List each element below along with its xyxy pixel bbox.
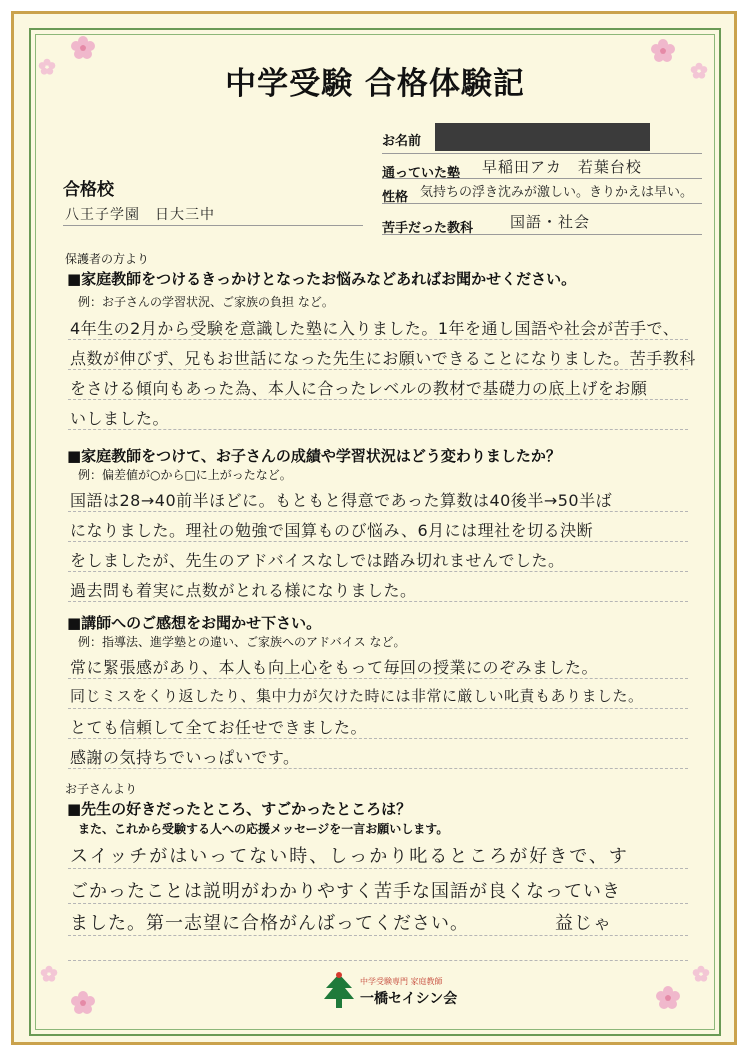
weak-subject-label: 苦手だった教科 [382, 221, 474, 236]
ruled-line [68, 399, 688, 400]
answer-line: いしました。 [70, 409, 170, 428]
child-section-label: お子さんより [65, 782, 138, 796]
logo-tagline: 中学受験専門 家庭教師 [360, 977, 443, 986]
tree-logo-icon [322, 972, 356, 1010]
ruled-line [68, 429, 688, 430]
answer-line: ごかったことは説明がわかりやすく苦手な国語が良くなっていき [70, 881, 621, 902]
school-label: 合格校 [63, 180, 114, 200]
answer-line: 同じミスをくり返したり、集中力が欠けた時には非常に厳しい叱責もありました。 [70, 687, 644, 705]
cherry-blossom-icon [70, 990, 96, 1016]
ruled-line [68, 868, 688, 869]
school-value: 八王子学園 日大三中 [65, 207, 215, 223]
ruled-line [68, 369, 688, 370]
question-example: 例：偏差値が○から□に上がったなど。 [78, 468, 292, 482]
page-title: 中学受験 合格体験記 [225, 66, 525, 102]
question-heading: ■先生の好きだったところ、すごかったところは？ [67, 800, 412, 818]
ruled-line [68, 935, 688, 936]
question-heading: ■講師へのご感想をお聞かせ下さい。 [67, 614, 322, 632]
cherry-blossom-icon [692, 965, 710, 983]
question-example: また、これから受験する人への応援メッセージを一言お願いします。 [78, 822, 449, 836]
weak-subject-value: 国語・社会 [510, 213, 591, 231]
name-redaction [435, 123, 650, 151]
juku-value: 早稲田アカ 若葉台校 [482, 158, 642, 176]
ruled-line [68, 738, 688, 739]
divider [382, 203, 702, 204]
ruled-line [68, 339, 688, 340]
question-example: 例：お子さんの学習状況、ご家族の負担 など。 [78, 295, 334, 309]
question-heading: ■家庭教師をつけるきっかけとなったお悩みなどあればお聞かせください。 [67, 270, 577, 288]
logo-name: 一橋セイシン会 [360, 991, 458, 1007]
ruled-line [68, 601, 688, 602]
ruled-line [68, 768, 688, 769]
answer-line: 点数が伸びず、兄もお世話になった先生にお願いできることになりました。苦手教科 [70, 349, 696, 368]
answer-line: とても信頼して全てお任せできました。 [70, 718, 368, 737]
ruled-line [68, 511, 688, 512]
divider [63, 225, 363, 226]
answer-line: 4年生の2月から受験を意識した塾に入りました。1年を通し国語や社会が苦手で、 [70, 319, 680, 338]
company-logo [322, 968, 462, 1012]
ruled-line [68, 903, 688, 904]
ruled-line [68, 571, 688, 572]
answer-line: をしましたが、先生のアドバイスなしでは踏み切れませんでした。 [70, 551, 565, 570]
answer-line: になりました。理社の勉強で国算ものび悩み、6月には理社を切る決断 [70, 521, 594, 540]
name-label: お名前 [382, 134, 422, 149]
answer-line: 感謝の気持ちでいっぱいです。 [70, 748, 300, 767]
divider [382, 234, 702, 235]
ruled-line [68, 960, 688, 961]
divider [382, 153, 702, 154]
answer-line: ました。第一志望に合格がんばってください。 益じゃ [70, 913, 612, 934]
question-example: 例：指導法、進学塾との違い、ご家族へのアドバイス など。 [78, 635, 406, 649]
answer-line: 国語は28→40前半ほどに。もともと得意であった算数は40後半→50半ば [70, 491, 613, 510]
answer-line: 過去問も着実に点数がとれる様になりました。 [70, 581, 417, 600]
divider [382, 178, 702, 179]
ruled-line [68, 708, 688, 709]
answer-line: スイッチがはいってない時、しっかり叱るところが好きで、す [70, 846, 629, 867]
ruled-line [68, 541, 688, 542]
parent-section-label: 保護者の方より [65, 252, 150, 266]
cherry-blossom-icon [655, 985, 681, 1011]
personality-label: 性格 [382, 190, 409, 205]
cherry-blossom-icon [40, 965, 58, 983]
ruled-line [68, 678, 688, 679]
answer-line: 常に緊張感があり、本人も向上心をもって毎回の授業にのぞみました。 [70, 658, 599, 677]
personality-value: 気持ちの浮き沈みが激しい。きりかえは早い。 [420, 185, 694, 200]
juku-label: 通っていた塾 [382, 166, 461, 181]
question-heading: ■家庭教師をつけて、お子さんの成績や学習状況はどう変わりましたか？ [67, 447, 561, 465]
answer-line: をさける傾向もあった為、本人に合ったレベルの教材で基礎力の底上げをお願 [70, 379, 648, 398]
